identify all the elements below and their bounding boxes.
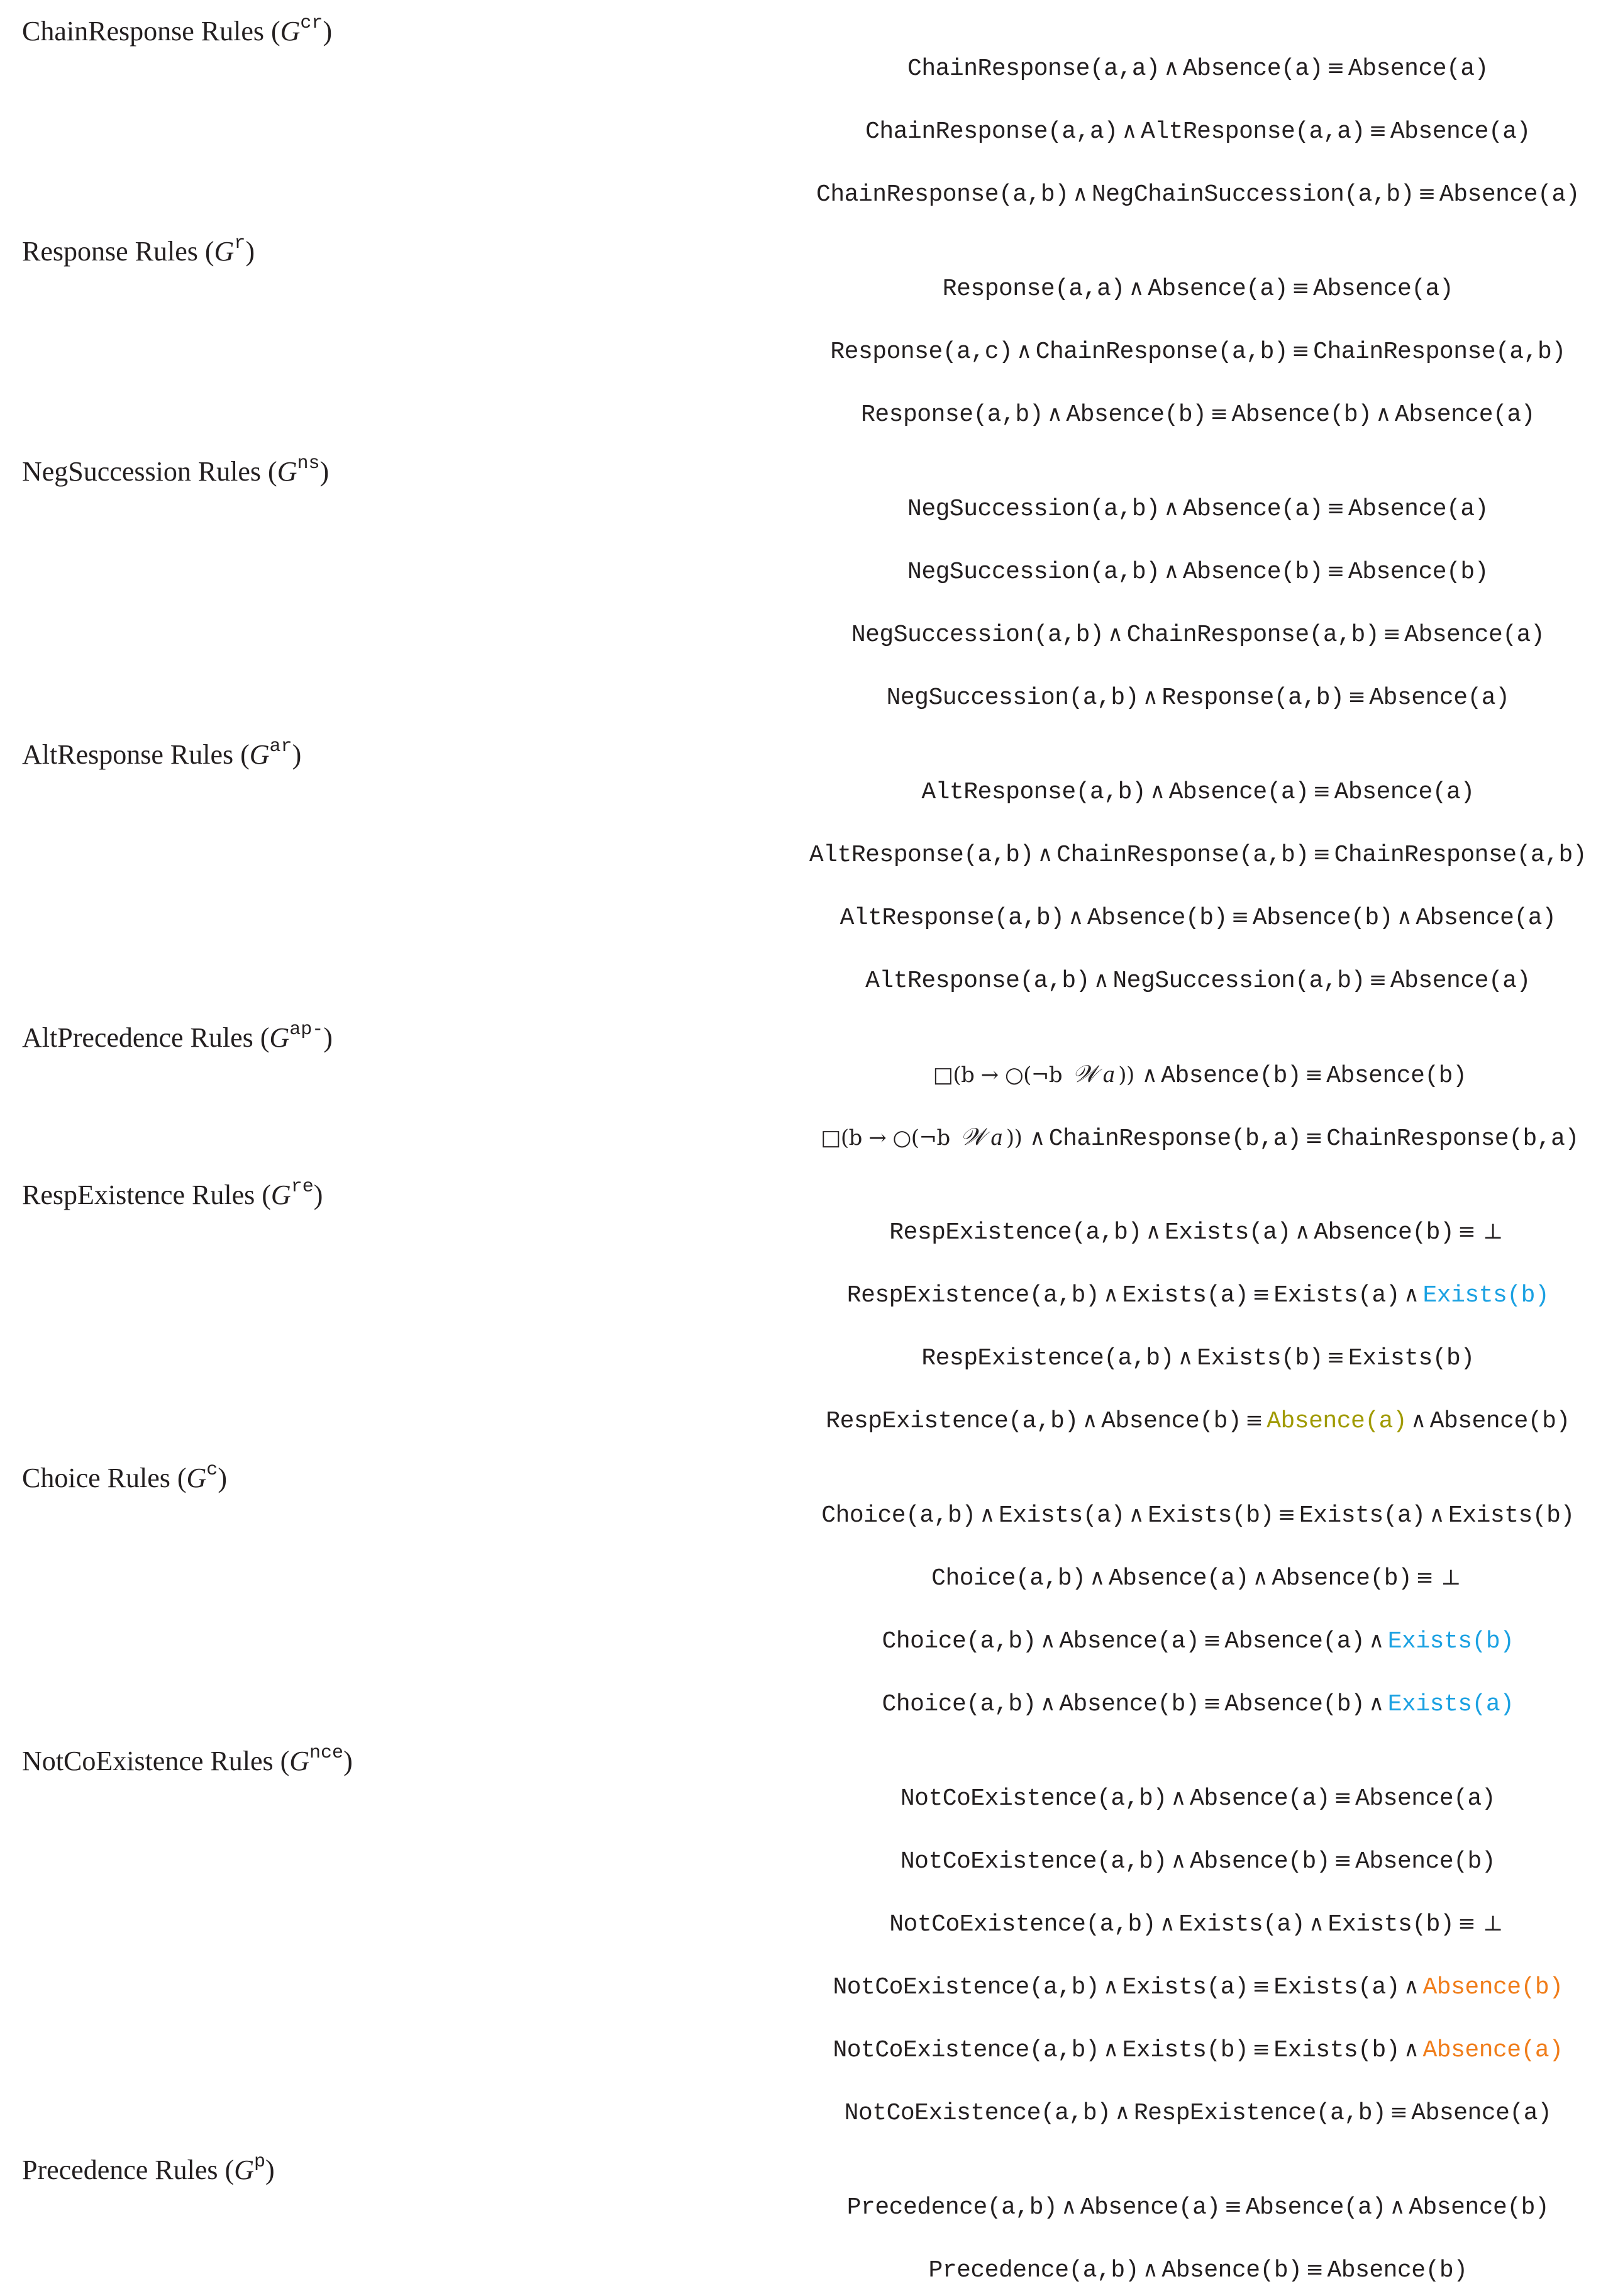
- constraint-term: RespExistence(a,b): [826, 1408, 1078, 1435]
- equivalence-operator: ≡: [1231, 905, 1249, 930]
- rule-set-superscript: ap-: [289, 1019, 324, 1041]
- constraint-term: NotCoExistence(a,b): [900, 1785, 1167, 1812]
- constraint-term: Response(a,b): [861, 401, 1044, 428]
- constraint-term: RespExistence(a,b): [846, 1282, 1100, 1309]
- and-operator: ∧: [1068, 905, 1084, 930]
- and-operator: ∧: [1103, 2037, 1119, 2062]
- constraint-term: Absence(b): [1066, 401, 1207, 428]
- and-operator: ∧: [1368, 1628, 1384, 1653]
- highlighted-term: Exists(a): [1387, 1691, 1514, 1718]
- constraint-term: Exists(a): [1273, 1282, 1400, 1309]
- constraint-term: Absence(b): [1409, 2194, 1549, 2221]
- constraint-term: NegSuccession(a,b): [851, 621, 1104, 649]
- constraint-term: Absence(b): [1327, 2257, 1468, 2284]
- equivalence-operator: ≡: [1305, 1125, 1323, 1151]
- constraint-term: Absence(a): [1348, 55, 1488, 82]
- rule-set-symbol: G: [270, 1179, 291, 1210]
- equivalence-rule: [792, 395, 1604, 434]
- and-operator: ∧: [1037, 842, 1053, 867]
- rule-group-heading: [22, 1461, 227, 1496]
- constraint-term: Exists(b): [1348, 1345, 1475, 1372]
- bottom-symbol: ⊥: [1483, 1911, 1503, 1936]
- constraint-term: Exists(b): [1328, 1911, 1455, 1938]
- constraint-term: Response(a,b): [1161, 684, 1344, 711]
- highlighted-term: Absence(a): [1422, 2037, 1563, 2064]
- constraint-term: Absence(a): [1190, 1785, 1331, 1812]
- equivalence-operator: ≡: [1368, 967, 1387, 993]
- and-operator: ∧: [1089, 1565, 1105, 1590]
- and-operator: ∧: [1061, 2194, 1077, 2219]
- constraint-term: Exists(b): [1273, 2037, 1400, 2064]
- constraint-term: Absence(a): [1334, 779, 1475, 806]
- constraint-term: NegSuccession(a,b): [907, 496, 1160, 523]
- equivalence-operator: ≡: [1305, 2257, 1324, 2282]
- and-operator: ∧: [1150, 779, 1165, 804]
- equivalence-operator: ≡: [1245, 1408, 1263, 1433]
- equivalence-rule: [792, 1685, 1604, 1724]
- equivalence-operator: ≡: [1326, 559, 1344, 584]
- constraint-term: Absence(b): [1252, 905, 1393, 932]
- rule-group-title-close: ): [245, 236, 255, 267]
- rule-set-superscript: re: [291, 1176, 314, 1198]
- highlighted-term: Absence(b): [1422, 1974, 1563, 2001]
- and-operator: ∧: [1160, 1911, 1175, 1936]
- constraint-term: AltResponse(a,b): [809, 842, 1034, 869]
- equivalence-rule: [792, 49, 1604, 88]
- constraint-term: Absence(a): [1059, 1628, 1200, 1655]
- constraint-term: Response(a,c): [830, 338, 1013, 365]
- equivalence-operator: ≡: [1334, 1785, 1352, 1810]
- equivalence-operator: ≡: [1252, 1282, 1270, 1307]
- constraint-term: NegSuccession(a,b): [886, 684, 1139, 711]
- equivalence-rule: [792, 332, 1604, 371]
- rule-group-title-close: ): [313, 1179, 323, 1210]
- constraint-term: ChainResponse(a,a): [907, 55, 1160, 82]
- and-operator: ∧: [1072, 181, 1088, 206]
- constraint-term: Exists(a): [1165, 1219, 1291, 1246]
- constraint-term: Absence(a): [1245, 2194, 1386, 2221]
- constraint-term: Absence(a): [1108, 1565, 1249, 1592]
- constraint-term: NotCoExistence(a,b): [833, 2037, 1100, 2064]
- equivalence-operator: ≡: [1348, 684, 1366, 710]
- equivalence-rule: [792, 489, 1604, 528]
- and-operator: ∧: [1177, 1345, 1194, 1370]
- equivalence-rule: [792, 678, 1604, 717]
- and-operator: ∧: [1404, 2037, 1419, 2062]
- rule-set-symbol: G: [269, 1022, 290, 1053]
- equivalence-operator: ≡: [1458, 1911, 1476, 1936]
- constraint-term: ChainResponse(a,b): [1313, 338, 1566, 365]
- rule-group-title-close: ): [218, 1463, 227, 1493]
- ltl-operator: □(b → ○(¬b: [821, 1125, 957, 1151]
- constraint-term: ChainResponse(a,b): [1334, 842, 1587, 869]
- equivalence-rule: [792, 1213, 1604, 1252]
- rule-set-superscript: r: [234, 233, 246, 255]
- rule-set-superscript: ar: [269, 736, 292, 758]
- and-operator: ∧: [1309, 1911, 1324, 1936]
- rule-group-heading: [22, 14, 332, 49]
- rule-group-heading: [22, 2153, 275, 2188]
- rule-group-heading: [22, 1178, 323, 1213]
- equivalence-operator: ≡: [1383, 621, 1401, 647]
- constraint-term: Absence(a): [1348, 496, 1488, 523]
- and-operator: ∧: [1047, 401, 1063, 426]
- equivalence-rule: [792, 2093, 1604, 2132]
- rule-set-symbol: G: [289, 1746, 310, 1776]
- highlighted-term: Exists(b): [1387, 1628, 1514, 1655]
- and-operator: ∧: [1411, 1408, 1426, 1433]
- rule-group-heading: [22, 234, 255, 269]
- ltl-operator: )): [1118, 1062, 1134, 1088]
- equivalence-rule: [792, 175, 1604, 214]
- highlighted-term: Absence(a): [1267, 1408, 1407, 1435]
- and-operator: ∧: [1141, 1062, 1158, 1088]
- and-operator: ∧: [1103, 1974, 1119, 1999]
- equivalence-rule: [792, 1559, 1604, 1598]
- rule-group-title: RespExistence Rules (: [22, 1179, 271, 1210]
- equivalence-operator: ≡: [1368, 118, 1387, 143]
- constraint-term: Absence(a): [1148, 276, 1289, 303]
- constraint-term: Absence(a): [1404, 621, 1545, 649]
- ltl-operator: )): [1006, 1125, 1023, 1151]
- rule-set-symbol: G: [214, 236, 235, 267]
- equivalence-rule: [792, 1339, 1604, 1378]
- equivalence-rule: [792, 1842, 1604, 1881]
- and-operator: ∧: [1375, 401, 1391, 426]
- rule-set-superscript: ns: [297, 453, 320, 475]
- equivalence-operator: ≡: [1292, 276, 1310, 301]
- constraint-term: Exists(a): [1178, 1911, 1305, 1938]
- equivalence-rule: [792, 835, 1604, 874]
- equivalence-rule: [792, 552, 1604, 591]
- equivalence-rule: [792, 1968, 1604, 2007]
- constraint-term: Choice(a,b): [931, 1565, 1086, 1592]
- constraint-term: ChainResponse(b,a): [1326, 1125, 1579, 1152]
- constraint-term: AltResponse(a,a): [1140, 118, 1365, 145]
- and-operator: ∧: [1163, 55, 1179, 81]
- and-operator: ∧: [1429, 1502, 1444, 1527]
- rule-group-title: Precedence Rules (: [22, 2154, 235, 2185]
- constraint-term: Absence(b): [1314, 1219, 1455, 1246]
- rule-group-title: AltPrecedence Rules (: [22, 1022, 270, 1053]
- constraint-term: Exists(b): [1122, 2037, 1249, 2064]
- constraint-term: NotCoExistence(a,b): [889, 1911, 1156, 1938]
- constraint-term: NegChainSuccession(a,b): [1091, 181, 1414, 208]
- constraint-term: Absence(a): [1394, 401, 1535, 428]
- rule-set-superscript: nce: [309, 1742, 344, 1764]
- constraint-term: Choice(a,b): [882, 1691, 1036, 1718]
- and-operator: ∧: [1143, 2257, 1158, 2282]
- rule-set-symbol: G: [186, 1463, 207, 1493]
- and-operator: ∧: [1389, 2194, 1405, 2219]
- constraint-term: Absence(a): [1390, 118, 1531, 145]
- equivalence-rule: [792, 1056, 1604, 1095]
- constraint-term: Precedence(a,b): [846, 2194, 1058, 2221]
- constraint-term: Absence(a): [1390, 967, 1531, 995]
- constraint-term: Absence(a): [1369, 684, 1510, 711]
- rule-set-superscript: cr: [300, 13, 323, 35]
- and-operator: ∧: [1252, 1565, 1268, 1590]
- constraint-term: Response(a,a): [942, 276, 1125, 303]
- constraint-term: NegSuccession(a,b): [907, 559, 1160, 586]
- constraint-term: Absence(b): [1161, 1062, 1302, 1089]
- constraint-term: NotCoExistence(a,b): [900, 1848, 1167, 1875]
- and-operator: ∧: [1368, 1691, 1384, 1716]
- and-operator: ∧: [1145, 1219, 1161, 1244]
- and-operator: ∧: [1170, 1785, 1187, 1810]
- rule-group-heading: [22, 1020, 333, 1056]
- rule-set-symbol: G: [280, 16, 301, 47]
- bottom-symbol: ⊥: [1441, 1565, 1461, 1590]
- equivalence-rule: [792, 1622, 1604, 1661]
- equivalence-operator: ≡: [1312, 842, 1331, 867]
- constraint-term: Exists(a): [1299, 1502, 1426, 1529]
- constraint-term: Absence(a): [1439, 181, 1580, 208]
- equivalence-operator: ≡: [1312, 779, 1331, 804]
- rule-set-superscript: c: [206, 1459, 218, 1481]
- highlighted-term: Exists(b): [1422, 1282, 1549, 1309]
- rule-group-title: NegSuccession Rules (: [22, 456, 277, 487]
- constraint-term: Choice(a,b): [821, 1502, 976, 1529]
- equivalence-operator: ≡: [1326, 496, 1344, 521]
- equivalence-operator: ≡: [1305, 1062, 1323, 1088]
- equivalence-operator: ≡: [1458, 1219, 1476, 1244]
- equivalence-rule: [792, 898, 1604, 937]
- equivalence-rule: [792, 1402, 1604, 1441]
- constraint-term: RespExistence(a,b): [921, 1345, 1174, 1372]
- and-operator: ∧: [1404, 1282, 1419, 1307]
- and-operator: ∧: [1103, 1282, 1119, 1307]
- rule-group-title-close: ): [292, 739, 302, 770]
- constraint-term: Absence(a): [1224, 1628, 1365, 1655]
- constraint-term: Exists(a): [1273, 1974, 1400, 2001]
- and-operator: ∧: [1294, 1219, 1311, 1244]
- constraint-term: ChainResponse(a,b): [1126, 621, 1380, 649]
- constraint-term: Exists(b): [1197, 1345, 1323, 1372]
- constraint-term: ChainResponse(a,a): [865, 118, 1118, 145]
- constraint-term: Absence(a): [1182, 55, 1323, 82]
- rule-group-title: AltResponse Rules (: [22, 739, 250, 770]
- rule-group-title-close: ): [323, 1022, 333, 1053]
- rule-group-title-close: ): [323, 16, 333, 47]
- equivalence-operator: ≡: [1390, 2100, 1408, 2125]
- equivalence-operator: ≡: [1416, 1565, 1434, 1590]
- equivalence-rule: [792, 772, 1604, 811]
- weak-until-operator: 𝒲 a: [1072, 1061, 1115, 1088]
- equivalence-operator: ≡: [1334, 1848, 1352, 1873]
- rule-group-heading: [22, 737, 301, 772]
- equivalence-rule: [792, 2031, 1604, 2070]
- constraint-term: Absence(b): [1355, 1848, 1496, 1875]
- rule-set-symbol: G: [234, 2154, 254, 2185]
- constraint-term: Exists(b): [1148, 1502, 1274, 1529]
- rule-set-superscript: p: [253, 2151, 265, 2173]
- equivalence-operator: ≡: [1224, 2194, 1242, 2219]
- constraint-term: Absence(a): [1411, 2100, 1552, 2127]
- constraint-term: Absence(b): [1059, 1691, 1200, 1718]
- equivalence-operator: ≡: [1326, 1345, 1344, 1370]
- equivalence-operator: ≡: [1203, 1691, 1221, 1716]
- constraint-term: Absence(b): [1272, 1565, 1412, 1592]
- rule-group-title-close: ): [343, 1746, 353, 1776]
- constraint-term: ChainResponse(a,b): [1035, 338, 1289, 365]
- constraint-term: Absence(a): [1416, 905, 1556, 932]
- constraint-term: NotCoExistence(a,b): [844, 2100, 1111, 2127]
- constraint-term: Absence(b): [1087, 905, 1228, 932]
- equivalence-operator: ≡: [1203, 1628, 1221, 1653]
- constraint-term: NegSuccession(a,b): [1112, 967, 1365, 995]
- constraint-term: Absence(a): [1355, 1785, 1496, 1812]
- constraint-term: ChainResponse(b,a): [1048, 1125, 1302, 1152]
- constraint-term: Exists(a): [999, 1502, 1125, 1529]
- and-operator: ∧: [1039, 1628, 1056, 1653]
- constraint-term: AltResponse(a,b): [921, 779, 1146, 806]
- and-operator: ∧: [1170, 1848, 1187, 1873]
- and-operator: ∧: [1163, 496, 1179, 521]
- equivalence-rule: [792, 2188, 1604, 2227]
- constraint-term: Absence(b): [1231, 401, 1372, 428]
- constraint-term: AltResponse(a,b): [840, 905, 1065, 932]
- rule-set-symbol: G: [249, 739, 270, 770]
- equivalence-rule: [792, 1905, 1604, 1944]
- constraint-term: AltResponse(a,b): [865, 967, 1090, 995]
- rule-group-title: ChainResponse Rules (: [22, 16, 280, 47]
- constraint-term: ChainResponse(a,b): [1056, 842, 1309, 869]
- rule-group-title: NotCoExistence Rules (: [22, 1746, 290, 1776]
- constraint-term: Choice(a,b): [882, 1628, 1036, 1655]
- constraint-term: RespExistence(a,b): [1133, 2100, 1387, 2127]
- constraint-term: ChainResponse(a,b): [816, 181, 1069, 208]
- and-operator: ∧: [1107, 621, 1123, 647]
- equivalence-operator: ≡: [1277, 1502, 1295, 1527]
- rule-group-title: Response Rules (: [22, 236, 214, 267]
- and-operator: ∧: [1404, 1974, 1419, 1999]
- and-operator: ∧: [1128, 276, 1145, 301]
- constraint-term: Absence(a): [1313, 276, 1454, 303]
- constraint-term: Exists(b): [1448, 1502, 1575, 1529]
- equivalence-operator: ≡: [1417, 181, 1436, 206]
- constraint-term: Absence(b): [1161, 2257, 1302, 2284]
- constraint-term: Absence(b): [1101, 1408, 1242, 1435]
- rule-group-heading: [22, 1744, 353, 1779]
- rule-group-title-close: ): [265, 2154, 275, 2185]
- constraint-term: NotCoExistence(a,b): [833, 1974, 1100, 2001]
- rule-group-title-close: ): [319, 456, 330, 487]
- and-operator: ∧: [979, 1502, 995, 1527]
- equivalence-rule: [792, 2251, 1604, 2290]
- weak-until-operator: 𝒲 a: [960, 1124, 1002, 1151]
- constraint-term: Absence(a): [1182, 496, 1323, 523]
- constraint-term: Absence(b): [1224, 1691, 1365, 1718]
- ltl-operator: □(b → ○(¬b: [933, 1062, 1069, 1088]
- equivalence-operator: ≡: [1252, 1974, 1270, 1999]
- equivalence-rule: [792, 961, 1604, 1000]
- and-operator: ∧: [1039, 1691, 1056, 1716]
- equivalence-operator: ≡: [1252, 2037, 1270, 2062]
- equivalence-rule: [792, 1276, 1604, 1315]
- equivalence-operator: ≡: [1292, 338, 1310, 364]
- equivalence-rule: [792, 112, 1604, 151]
- and-operator: ∧: [1163, 559, 1179, 584]
- equivalence-rule: [792, 1118, 1604, 1158]
- constraint-term: Absence(a): [1168, 779, 1309, 806]
- and-operator: ∧: [1093, 967, 1109, 993]
- and-operator: ∧: [1016, 338, 1032, 364]
- and-operator: ∧: [1029, 1125, 1045, 1151]
- constraint-term: Absence(b): [1348, 559, 1488, 586]
- and-operator: ∧: [1396, 905, 1412, 930]
- constraint-term: Exists(a): [1122, 1282, 1249, 1309]
- constraint-term: Absence(b): [1429, 1408, 1570, 1435]
- and-operator: ∧: [1121, 118, 1137, 143]
- equivalence-operator: ≡: [1210, 401, 1228, 426]
- rule-group-heading: [22, 454, 329, 489]
- equivalence-rule: [792, 1496, 1604, 1535]
- equivalence-rule: [792, 269, 1604, 308]
- constraint-term: Absence(b): [1182, 559, 1323, 586]
- bottom-symbol: ⊥: [1483, 1219, 1503, 1244]
- constraint-term: Precedence(a,b): [928, 2257, 1139, 2284]
- and-operator: ∧: [1114, 2100, 1130, 2125]
- equivalence-operator: ≡: [1326, 55, 1344, 81]
- constraint-term: Absence(a): [1080, 2194, 1221, 2221]
- rule-group-title: Choice Rules (: [22, 1463, 187, 1493]
- rule-set-symbol: G: [277, 456, 297, 487]
- and-operator: ∧: [1082, 1408, 1098, 1433]
- constraint-term: Absence(b): [1326, 1062, 1467, 1089]
- and-operator: ∧: [1128, 1502, 1145, 1527]
- constraint-term: Absence(b): [1190, 1848, 1331, 1875]
- equivalence-rule: [792, 1779, 1604, 1818]
- constraint-term: RespExistence(a,b): [889, 1219, 1142, 1246]
- and-operator: ∧: [1143, 684, 1158, 710]
- constraint-term: Exists(a): [1122, 1974, 1249, 2001]
- equivalence-rule: [792, 615, 1604, 654]
